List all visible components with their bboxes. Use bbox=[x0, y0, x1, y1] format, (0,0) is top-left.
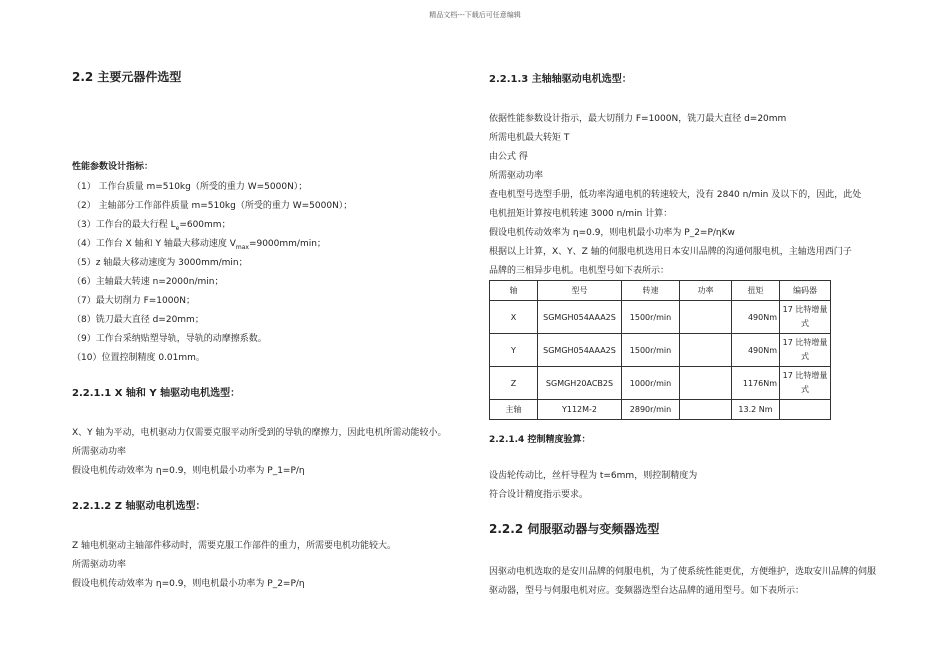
param-item-8: （8）铣刀最大直径 d=20mm； bbox=[72, 315, 204, 325]
param-item-4: （4）工作台 X 轴和 Y 轴最大移动速度 $V_{max}=9000mm/\min$； bbox=[72, 239, 326, 251]
section-heading-control-precision: 2.2.1.4 控制精度验算： bbox=[489, 435, 591, 445]
cell-speed: 1500r/min bbox=[622, 334, 680, 367]
spindle-line-6: 电机扭矩计算按电机转速 3000 n/min 计算： bbox=[489, 209, 673, 219]
cell-encoder: 17 比特增量式 bbox=[780, 334, 831, 367]
cell-torque: 1176Nm bbox=[732, 367, 780, 400]
cell-axis: Z bbox=[490, 367, 538, 400]
param-item-6: （6）主轴最大转速 n=2000n/min； bbox=[72, 277, 224, 287]
section-heading-spindle-motor: 2.2.1.3 主轴轴驱动电机选型： bbox=[489, 74, 632, 85]
section-heading-2-2: 2.2 主要元器件选型 bbox=[72, 70, 182, 84]
cell-speed: 1000r/min bbox=[622, 367, 680, 400]
col-header-torque: 扭矩 bbox=[732, 281, 780, 301]
param-item-7: （7）最大切削力 F=1000N； bbox=[72, 296, 195, 306]
cell-model: SGMGH054AAA2S bbox=[538, 301, 622, 334]
cell-model: Y112M-2 bbox=[538, 400, 622, 420]
cell-axis: Y bbox=[490, 334, 538, 367]
cell-torque: 490Nm bbox=[732, 301, 780, 334]
table-row bbox=[490, 367, 831, 400]
param-item-10: （10）位置控制精度 0.01mm。 bbox=[72, 353, 205, 363]
cell-axis: X bbox=[490, 301, 538, 334]
param-item-9: （9）工作台采纳贴塑导轨，导轨的动摩擦系数。 bbox=[72, 334, 267, 344]
cell-power bbox=[680, 301, 732, 334]
section-heading-xy-motor: 2.2.1.1 X 轴和 Y 轴驱动电机选型： bbox=[72, 388, 241, 399]
cell-power bbox=[680, 400, 732, 420]
cell-encoder: 17 比特增量式 bbox=[780, 367, 831, 400]
cell-speed: 1500r/min bbox=[622, 301, 680, 334]
ctrl-paragraph-2: 符合设计精度指示要求。 bbox=[489, 490, 589, 500]
xy-paragraph-3: 假设电机传动效率为 η=0.9，则电机最小功率为 P_1=P/η bbox=[72, 466, 305, 476]
spindle-line-8: 根据以上计算，X、Y、Z 轴的伺服电机选用日本安川品牌的沟通伺服电机，主轴选用西门子 bbox=[489, 247, 852, 257]
z-paragraph-1: Z 轴电机驱动主轴部件移动时，需要克服工作部件的重力，所需要电机功能较大。 bbox=[72, 541, 397, 551]
param-item-1: （1） 工作台质量 m=510kg（所受的重力 W=5000N）； bbox=[72, 182, 308, 192]
cell-torque: 13.2 Nm bbox=[732, 400, 780, 420]
spindle-line-5: 查电机型号选型手册，低功率沟通电机的转速较大，没有 2840 n/min 及以下的，因此，此处 bbox=[489, 190, 862, 200]
col-header-model: 型号 bbox=[538, 281, 622, 301]
page-header: 精品文档---下载后可任意编辑 bbox=[429, 11, 521, 19]
cell-speed: 2890r/min bbox=[622, 400, 680, 420]
col-header-encoder: 编码器 bbox=[780, 281, 831, 301]
motor-spec-table bbox=[489, 280, 831, 420]
param-item-5: （5）z 轴最大移动速度为 3000mm/min； bbox=[72, 258, 248, 268]
param-item-3: （3）工作台的最大行程 $L_e=600mm$； bbox=[72, 220, 231, 232]
z-paragraph-3: 假设电机传动效率为 η=0.9，则电机最小功率为 P_2=P/η bbox=[72, 579, 305, 589]
table-row bbox=[490, 301, 831, 334]
section-heading-z-motor: 2.2.1.2 Z 轴驱动电机选型： bbox=[72, 501, 206, 512]
xy-paragraph-2: 所需驱动功率 bbox=[72, 447, 127, 457]
perf-params-title: 性能参数设计指标： bbox=[72, 162, 154, 172]
ctrl-paragraph-1: 设齿轮传动比，丝杆导程为 t=6mm，则控制精度为 bbox=[489, 471, 698, 481]
cell-axis: 主轴 bbox=[490, 400, 538, 420]
cell-torque: 490Nm bbox=[732, 334, 780, 367]
col-header-power: 功率 bbox=[680, 281, 732, 301]
spindle-line-7: 假设电机传动效率为 η=0.9，则电机最小功率为 P_2=P/ηKw bbox=[489, 228, 735, 238]
cell-encoder bbox=[780, 400, 831, 420]
servo-paragraph: 因驱动电机选取的是安川品牌的伺服电机，为了使系统性能更优，方便维护，选取安川品牌的伺服驱动器，型号与伺服电机对应。变频器选型台达品牌的通用型号。如下表所示： bbox=[489, 567, 877, 596]
cell-encoder: 17 比特增量式 bbox=[780, 301, 831, 334]
cell-power bbox=[680, 334, 732, 367]
param-item-2: （2） 主轴部分工作部件质量 m=510kg（所受的重力 W=5000N）； bbox=[72, 201, 353, 211]
table-row bbox=[490, 400, 831, 420]
cell-power bbox=[680, 367, 732, 400]
z-paragraph-2: 所需驱动功率 bbox=[72, 560, 127, 570]
col-header-axis: 轴 bbox=[490, 281, 538, 301]
spindle-line-9: 品牌的三相异步电机。电机型号如下表所示： bbox=[489, 266, 670, 276]
xy-paragraph-1: X、Y 轴为平动，电机驱动力仅需要克服平动所受到的导轨的摩擦力，因此电机所需动能较小。 bbox=[72, 428, 447, 438]
table-row bbox=[490, 334, 831, 367]
cell-model: SGMGH20ACB2S bbox=[538, 367, 622, 400]
section-heading-2-2-2: 2.2.2 伺服驱动器与变频器选型 bbox=[489, 522, 660, 536]
spindle-line-2: 所需电机最大转矩 T bbox=[489, 133, 570, 143]
cell-model: SGMGH054AAA2S bbox=[538, 334, 622, 367]
spindle-line-3: 由公式 得 bbox=[489, 152, 528, 162]
table-header-row bbox=[490, 281, 831, 301]
spindle-line-1: 依据性能参数设计指示，最大切削力 F=1000N，铣刀最大直径 d=20mm bbox=[489, 114, 787, 124]
col-header-speed: 转速 bbox=[622, 281, 680, 301]
spindle-line-4: 所需驱动功率 bbox=[489, 171, 544, 181]
